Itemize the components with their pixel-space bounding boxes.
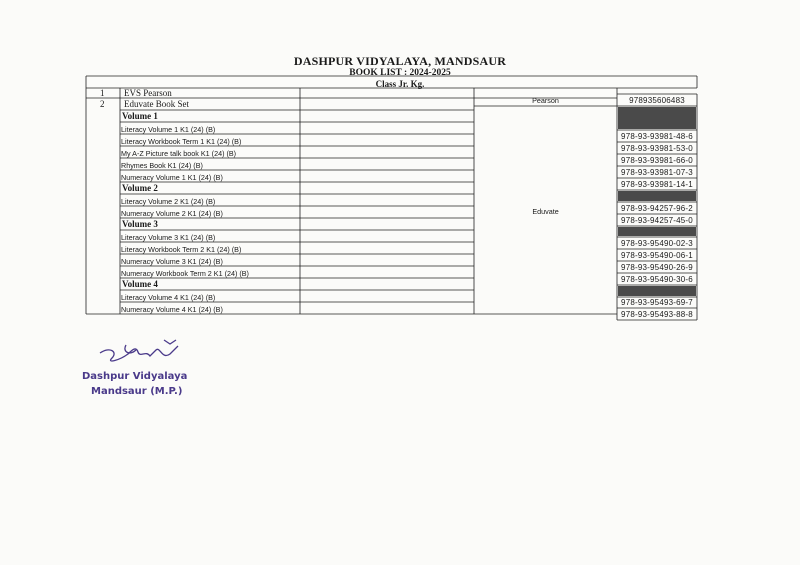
isbn-value: 978-93-95490-06-1: [621, 251, 693, 260]
row-title-evs: EVS Pearson: [124, 88, 172, 98]
shaded-cell: [618, 286, 696, 296]
book-title: My A-Z Picture talk book K1 (24) (B): [121, 149, 237, 158]
isbn-value: 978-93-95493-69-7: [621, 298, 693, 307]
isbn-value: 978-93-93981-53-0: [621, 144, 693, 153]
booklist-title: BOOK LIST : 2024-2025: [349, 68, 451, 78]
volume-2-heading: Volume 2: [122, 183, 158, 193]
isbn-value: 978-93-95493-88-8: [621, 310, 693, 319]
class-label: Class Jr. Kg.: [375, 79, 425, 89]
book-title: Numeracy Volume 4 K1 (24) (B): [121, 305, 223, 314]
book-title: Numeracy Volume 1 K1 (24) (B): [121, 173, 223, 182]
book-title: Literacy Workbook Term 2 K1 (24) (B): [121, 245, 242, 254]
book-title: Literacy Volume 1 K1 (24) (B): [121, 125, 216, 134]
isbn-value: 978-93-93981-48-6: [621, 132, 693, 141]
book-title: Rhymes Book K1 (24) (B): [121, 161, 203, 170]
book-title: Numeracy Volume 2 K1 (24) (B): [121, 209, 223, 218]
isbn-value: 978-93-95490-26-9: [621, 263, 693, 272]
stamp-line-1: Dashpur Vidyalaya: [82, 371, 188, 382]
book-title: Literacy Volume 3 K1 (24) (B): [121, 233, 216, 242]
book-title: Numeracy Workbook Term 2 K1 (24) (B): [121, 269, 249, 278]
book-title: Literacy Volume 2 K1 (24) (B): [121, 197, 216, 206]
stamp-line-2: Mandsaur (M.P.): [91, 386, 183, 397]
sno-2: 2: [100, 99, 105, 109]
signature: [100, 340, 178, 361]
isbn-value: 978-93-94257-45-0: [621, 216, 693, 225]
volume-3-heading: Volume 3: [122, 219, 158, 229]
volume-4-heading: Volume 4: [122, 279, 158, 289]
shaded-cell: [618, 227, 696, 236]
isbn-value: 978-93-93981-14-1: [621, 180, 693, 189]
book-title: Numeracy Volume 3 K1 (24) (B): [121, 257, 223, 266]
sno-1: 1: [100, 88, 105, 98]
book-title: Literacy Volume 4 K1 (24) (B): [121, 293, 216, 302]
school-title: DASHPUR VIDYALAYA, MANDSAUR: [293, 54, 507, 68]
isbn-value: 978-93-93981-07-3: [621, 168, 693, 177]
publisher-eduvate: Eduvate: [532, 207, 559, 216]
isbn-value: 978-93-95490-02-3: [621, 239, 693, 248]
isbn-value: 978-93-95490-30-6: [621, 275, 693, 284]
isbn-value: 978-93-93981-66-0: [621, 156, 693, 165]
book-title: Literacy Workbook Term 1 K1 (24) (B): [121, 137, 242, 146]
shaded-cell: [618, 191, 696, 201]
shaded-cell: [618, 107, 696, 129]
row-title-eduvate: Eduvate Book Set: [124, 99, 189, 109]
volume-1-heading: Volume 1: [122, 111, 158, 121]
isbn-value: 978-93-94257-96-2: [621, 204, 693, 213]
publisher-pearson: Pearson: [532, 96, 559, 105]
isbn-pearson: 978935606483: [629, 96, 685, 105]
